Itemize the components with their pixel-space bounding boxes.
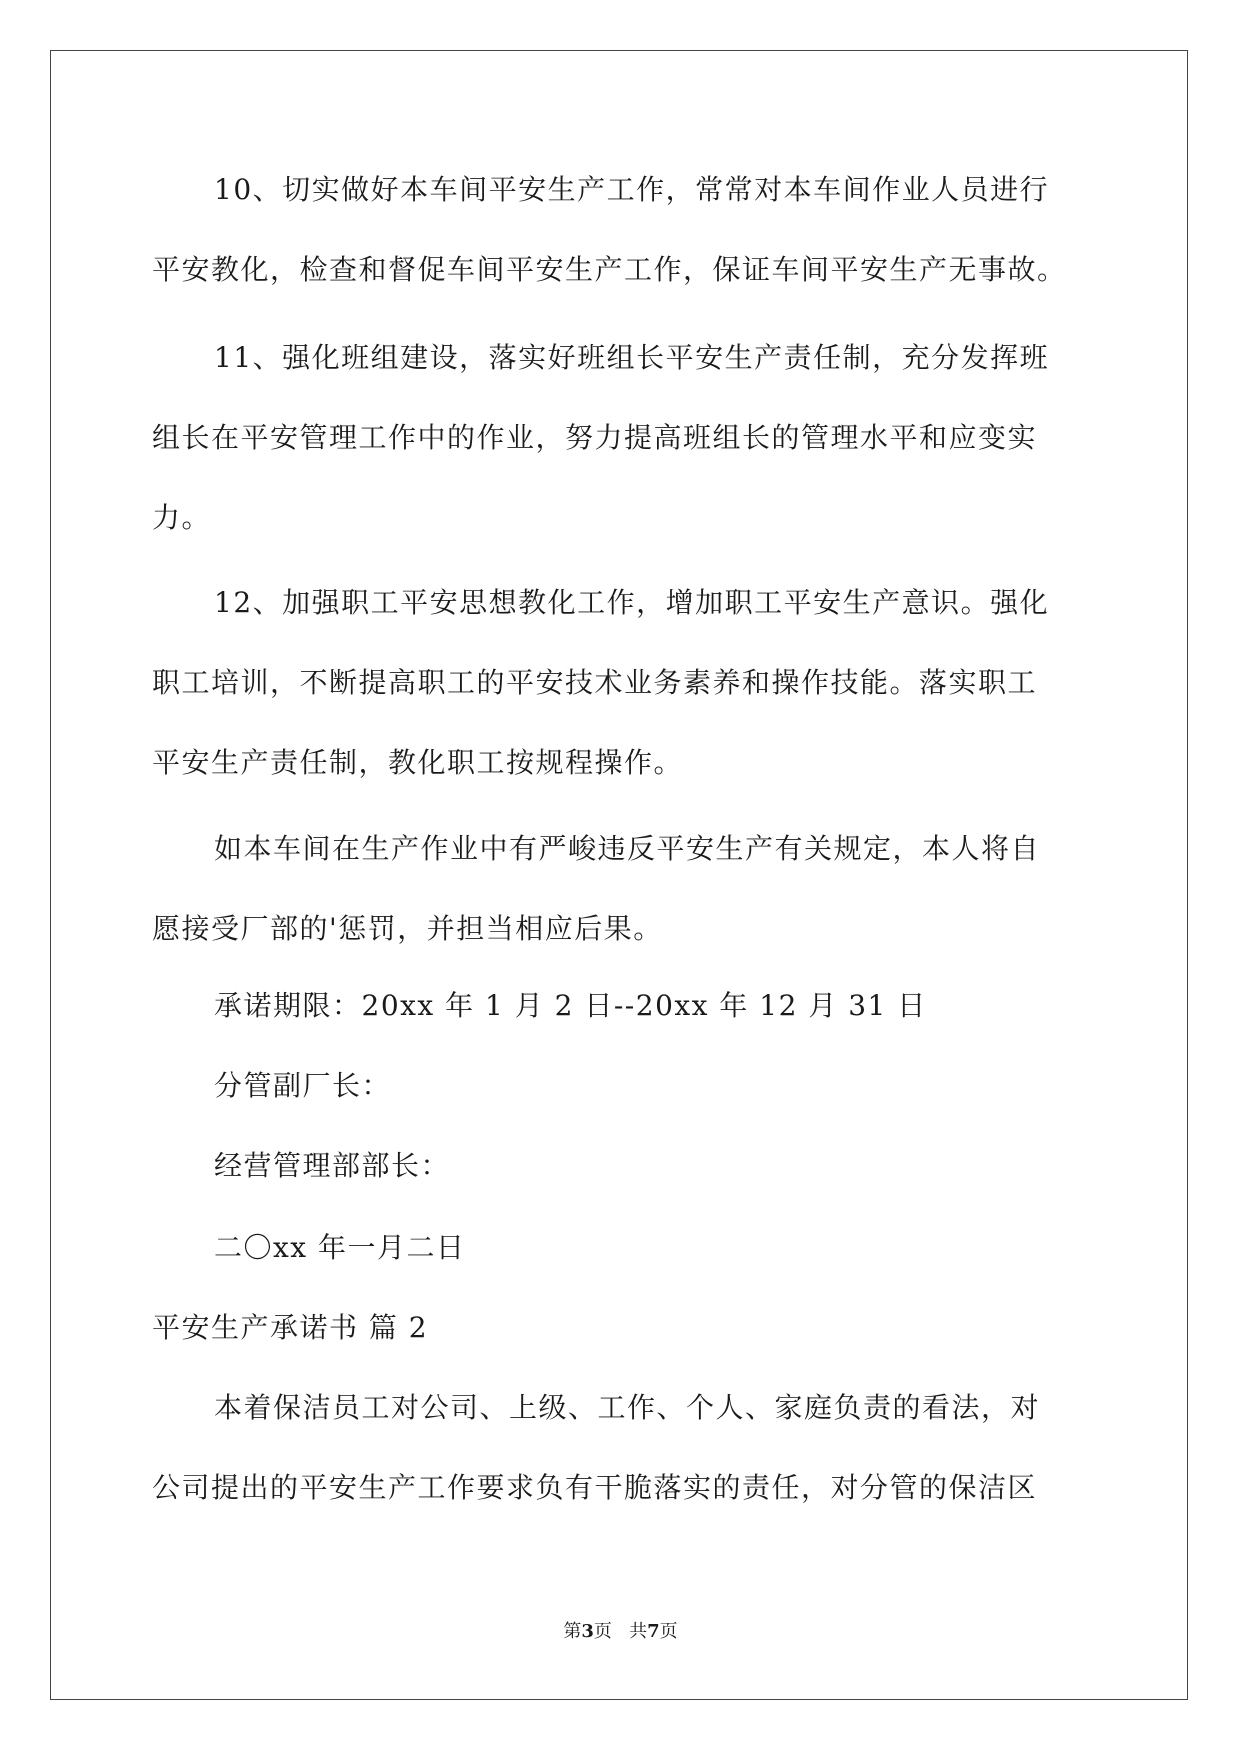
paragraph-line: 平安教化，检查和督促车间平安生产工作，保证车间平安生产无事故。	[152, 253, 1067, 286]
section-heading: 平安生产承诺书 篇 2	[152, 1311, 429, 1344]
paragraph-line: 10、切实做好本车间平安生产工作，常常对本车间作业人员进行	[214, 173, 1050, 206]
signature-deputy-director: 分管副厂长：	[214, 1069, 392, 1102]
page-current: 3	[581, 1621, 594, 1642]
paragraph-line: 12、加强职工平安思想教化工作，增加职工平安生产意识。强化	[214, 586, 1050, 619]
paragraph-line: 平安生产责任制，教化职工按规程操作。	[152, 746, 684, 779]
paragraph-line: 公司提出的平安生产工作要求负有干脆落实的责任，对分管的保洁区	[152, 1471, 1038, 1504]
paragraph-line: 愿接受厂部的'惩罚，并担当相应后果。	[152, 912, 663, 945]
total-prefix: 共	[629, 1621, 648, 1642]
paragraph-line: 如本车间在生产作业中有严峻违反平安生产有关规定，本人将自	[214, 832, 1041, 865]
paragraph-line: 力。	[152, 501, 212, 534]
page-suffix: 页	[593, 1621, 612, 1642]
page-footer	[0, 1620, 1241, 1644]
commitment-period: 承诺期限：20xx 年 1 月 2 日--20xx 年 12 月 31 日	[214, 989, 927, 1022]
signature-department-head: 经营管理部部长：	[214, 1149, 451, 1182]
total-suffix: 页	[659, 1621, 678, 1642]
signature-date: 二〇xx 年一月二日	[214, 1231, 466, 1264]
page-total: 7	[647, 1621, 660, 1642]
paragraph-line: 职工培训，不断提高职工的平安技术业务素养和操作技能。落实职工	[152, 666, 1038, 699]
paragraph-line: 11、强化班组建设，落实好班组长平安生产责任制，充分发挥班	[214, 341, 1050, 374]
page-prefix: 第	[563, 1621, 582, 1642]
paragraph-line: 组长在平安管理工作中的作业，努力提高班组长的管理水平和应变实	[152, 421, 1038, 454]
page-border	[50, 50, 1188, 1700]
paragraph-line: 本着保洁员工对公司、上级、工作、个人、家庭负责的看法，对	[214, 1391, 1041, 1424]
